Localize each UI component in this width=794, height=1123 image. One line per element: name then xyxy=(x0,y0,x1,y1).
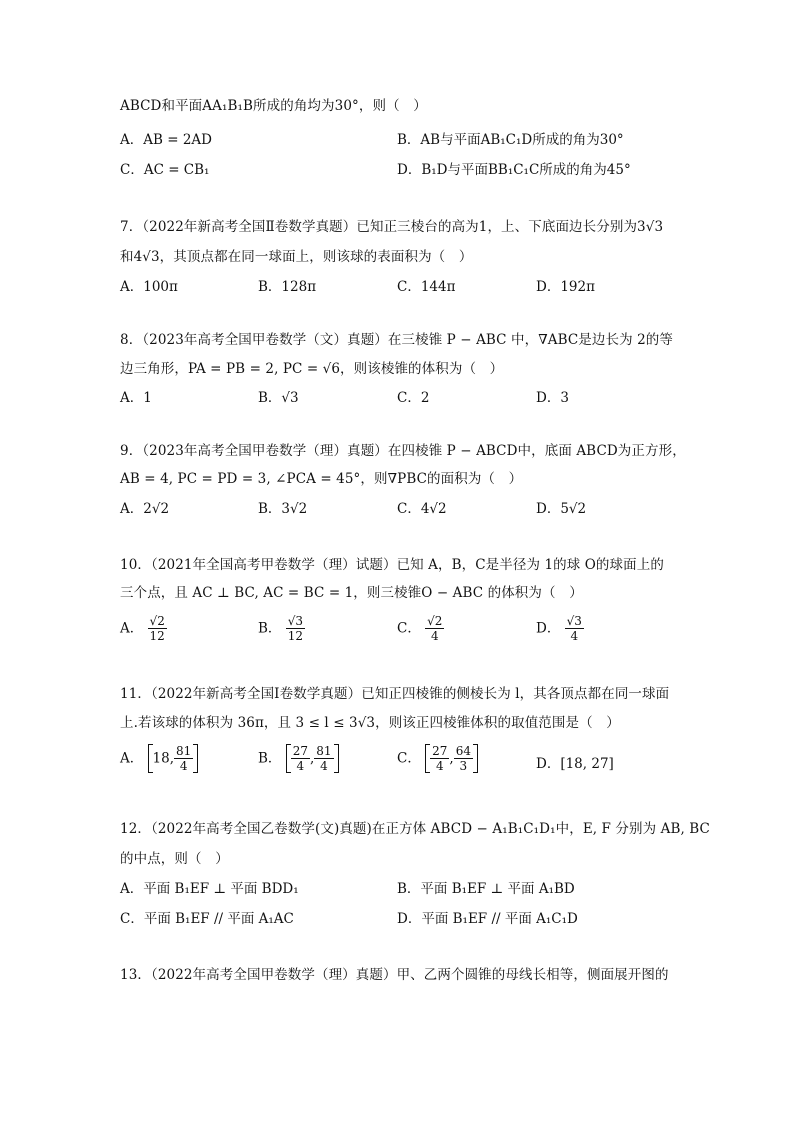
q7-option-a: A．100π xyxy=(120,279,178,295)
q8-option-c: C．2 xyxy=(397,390,430,406)
q7-option-b: B．128π xyxy=(258,279,317,295)
q11-option-a-label: A． xyxy=(120,750,144,767)
q10-option-d xyxy=(536,614,584,643)
q10-option-d-fraction: $\frac{√3}{4}$ xyxy=(566,614,582,643)
q10-stem-line2: 三个点，且 AC ⊥ BC, AC = BC = 1，则三棱锥O − ABC 的体积为（ ） xyxy=(120,585,583,601)
q10-option-c xyxy=(397,614,444,643)
q10-option-a-label: A． xyxy=(120,620,144,637)
q6-option-a: A．AB = 2AD xyxy=(120,132,212,148)
q7-option-d: D．192π xyxy=(536,279,595,295)
q12-stem-line2: 的中点，则（ ） xyxy=(120,851,229,867)
q9-option-a: A．2√2 xyxy=(120,501,170,517)
q10-option-c-fraction: $\frac{√2}{4}$ xyxy=(427,614,443,643)
q8-stem-line1: 8．（2023年高考全国甲卷数学（文）真题）在三棱锥 P − ABC 中，∇ABC是边长为 2的等 xyxy=(120,332,673,348)
q8-stem-line2: 边三角形，PA = PB = 2, PC = √6，则该棱锥的体积为（ ） xyxy=(120,361,504,377)
q9-stem-line2: AB = 4, PC = PD = 3, ∠PCA = 45°，则∇PBC的面积为（ ） xyxy=(120,471,523,487)
q9-stem-line1: 9．（2023年高考全国甲卷数学（理）真题）在四棱锥 P − ABCD中，底面 ABCD为正方形， xyxy=(120,443,686,459)
q11-option-b xyxy=(258,744,339,773)
q8-option-a: A．1 xyxy=(120,390,152,406)
q11-option-d: D．[18, 27] xyxy=(536,756,614,772)
q6-option-c: C．AC = CB₁ xyxy=(120,162,210,178)
q6-option-b: B．AB与平面AB₁C₁D所成的角为30° xyxy=(397,132,624,148)
q7-stem-line1: 7．（2022年新高考全国Ⅱ卷数学真题）已知正三棱台的高为1，上、下底面边长分别为3√3 xyxy=(120,219,664,235)
q11-option-c-interval: $\frac{27}{4}$ , $\frac{64}{3}$ xyxy=(425,744,478,773)
q10-option-a xyxy=(120,614,167,643)
q12-option-b: B．平面 B₁EF ⊥ 平面 A₁BD xyxy=(397,881,575,897)
q12-option-c: C．平面 B₁EF // 平面 A₁AC xyxy=(120,911,294,927)
q11-option-b-interval: $\frac{27}{4}$ , $\frac{81}{4}$ xyxy=(286,744,339,773)
q11-option-a-interval: 18, $\frac{81}{4}$ xyxy=(148,744,199,773)
q10-option-d-label: D． xyxy=(536,620,561,637)
q8-option-d: D．3 xyxy=(536,390,569,406)
q12-stem-line1: 12．（2022年高考全国乙卷数学(文)真题)在正方体 ABCD − A₁B₁C₁D₁中，E, F 分别为 AB, BC xyxy=(120,821,710,837)
q10-option-b-fraction: $\frac{√3}{12}$ xyxy=(287,614,303,643)
q11-option-a xyxy=(120,744,198,773)
q12-option-d: D．平面 B₁EF // 平面 A₁C₁D xyxy=(397,911,578,927)
q6-stem: ABCD和平面AA₁B₁B所成的角均为30°，则（ ） xyxy=(120,98,427,114)
q6-option-d: D．B₁D与平面BB₁C₁C所成的角为45° xyxy=(397,162,631,178)
q12-option-a: A．平面 B₁EF ⊥ 平面 BDD₁ xyxy=(120,881,299,897)
q7-option-c: C．144π xyxy=(397,279,456,295)
q9-option-b: B．3√2 xyxy=(258,501,308,517)
q7-stem-line2: 和4√3，其顶点都在同一球面上，则该球的表面积为（ ） xyxy=(120,249,473,265)
q10-option-c-label: C． xyxy=(397,620,421,637)
q11-option-b-label: B． xyxy=(258,750,282,767)
q11-option-c-label: C． xyxy=(397,750,421,767)
q9-option-d: D．5√2 xyxy=(536,501,587,517)
q10-option-a-fraction: $\frac{√2}{12}$ xyxy=(149,614,165,643)
q10-stem-line1: 10．（2021年全国高考甲卷数学（理）试题）已知 A，B，C是半径为 1的球 O的球面上的 xyxy=(120,557,664,573)
q9-option-c: C．4√2 xyxy=(397,501,447,517)
q10-option-b-label: B． xyxy=(258,620,282,637)
q10-option-b xyxy=(258,614,305,643)
q13-stem-line1: 13．（2022年高考全国甲卷数学（理）真题）甲、乙两个圆锥的母线长相等，侧面展开图的 xyxy=(120,967,669,983)
q8-option-b: B．√3 xyxy=(258,390,299,406)
q11-stem-line2: 上.若该球的体积为 36π，且 3 ≤ l ≤ 3√3，则该正四棱锥体积的取值范围是（ ） xyxy=(120,715,620,731)
q11-option-c xyxy=(397,744,478,773)
q11-stem-line1: 11．（2022年新高考全国Ⅰ卷数学真题）已知正四棱锥的侧棱长为 l，其各顶点都在同一球面 xyxy=(120,686,670,702)
